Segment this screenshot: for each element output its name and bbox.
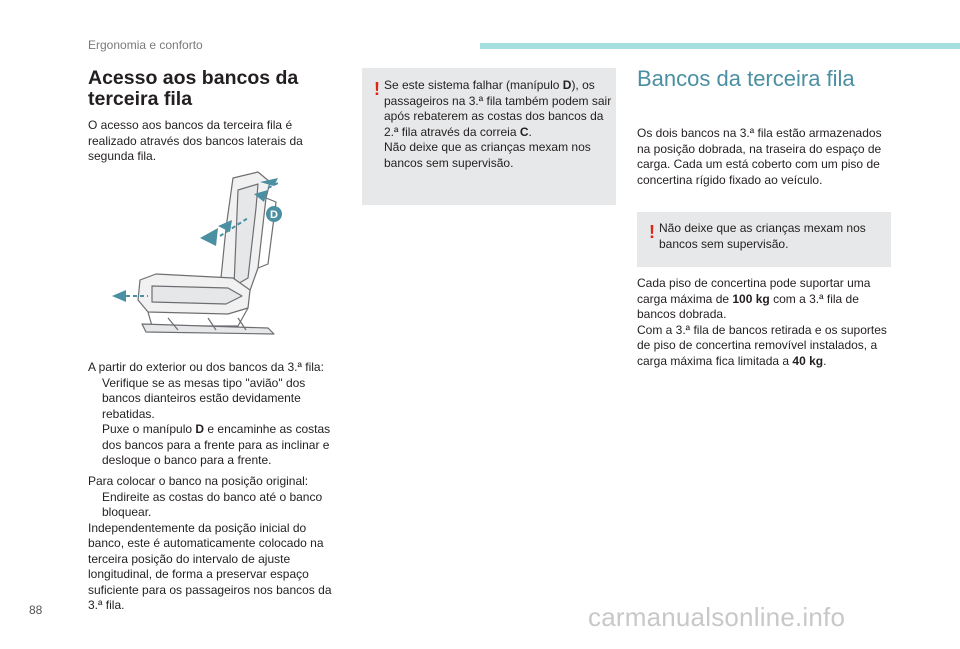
warning-icon: ! — [649, 222, 655, 242]
restore-step-item — [88, 490, 338, 521]
step-item — [88, 376, 338, 423]
third-row-intro: Os dois bancos na 3.ª fila estão armazenados na posição dobrada, na traseira do espaço de carga. Cada um está coberto com um piso de concertina rígido fixado ao veículo. — [637, 126, 882, 187]
restore-block — [88, 474, 338, 614]
section-title-third-row: Bancos da terceira fila — [637, 66, 855, 91]
label-d-text: D — [270, 209, 278, 221]
restore-step-text: Endireite as costas do banco até o banco bloquear. — [102, 489, 323, 519]
warning-box-system-failure — [362, 68, 616, 205]
page-title: Acesso aos bancos da terceira fila — [88, 67, 299, 110]
step-item — [88, 422, 338, 469]
step-text: Puxe o manípulo D e encaminhe as costas dos bancos para a frente para as inclinar e desloque o banco para a frente. — [102, 422, 331, 467]
load-capacity-text: Cada piso de concertina pode suportar uma carga máxima de 100 kg com a 3.ª fila de bancos dobrada. — [637, 276, 871, 321]
load-capacity-text-removed: Com a 3.ª fila de bancos retirada e os suportes de piso de concertina removível instalados, a carga máxima fica limitada a 40 kg. — [637, 322, 887, 368]
warning-text: Se este sistema falhar (manípulo D), os passageiros na 3.ª fila também podem sair após rebaterem as costas dos bancos da 2.ª fila através da correia C. Não deixe que as crianças mexam nos bancos sem supervisão. — [384, 78, 612, 170]
load-capacity-block — [637, 276, 891, 369]
section-header: Ergonomia e conforto — [88, 38, 203, 52]
header-accent-bar — [480, 43, 960, 49]
intro-paragraph: O acesso aos bancos da terceira fila é realizado através dos bancos laterais da segunda fila. — [88, 118, 303, 163]
warning-box-children — [637, 212, 891, 267]
bullet-icon — [88, 376, 102, 423]
restore-note: Independentemente da posição inicial do banco, este é automaticamente colocado na terceira posição do intervalo de ajuste longitudinal, de forma a preservar espaço suficiente para os passageiros nos bancos da 3.ª fila. — [88, 520, 332, 612]
steps-intro: A partir do exterior ou dos bancos da 3.ª fila: — [88, 360, 324, 374]
warning-icon: ! — [374, 79, 380, 99]
step-text: Verifique se as mesas tipo "avião" dos bancos dianteiros estão devidamente rebatidas. — [102, 375, 306, 421]
warning-text: Não deixe que as crianças mexam nos bancos sem supervisão. — [659, 221, 866, 251]
seat-drawing — [108, 168, 318, 340]
steps-block — [88, 360, 338, 469]
watermark: carmanualsonline.info — [588, 602, 846, 632]
bullet-icon — [88, 490, 102, 521]
page-number: 88 — [29, 603, 43, 617]
restore-intro: Para colocar o banco na posição original: — [88, 474, 309, 488]
seat-illustration — [108, 168, 318, 340]
bullet-icon — [88, 422, 102, 469]
